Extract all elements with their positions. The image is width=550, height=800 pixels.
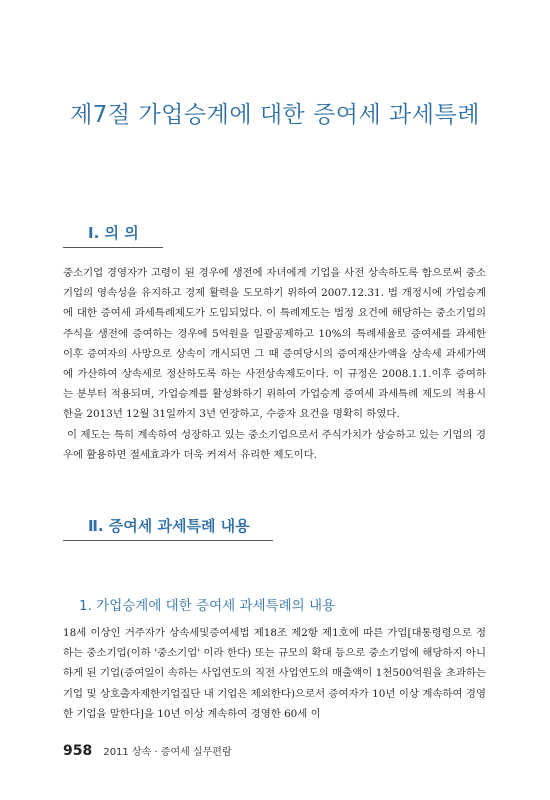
paragraph: 이 제도는 특히 계속하여 성장하고 있는 중소기업으로서 주식가치가 상승하고 있는 기업의 경우에 활용하면 절세효과가 더욱 커져서 유리한 제도이다. bbox=[63, 428, 486, 461]
subsection-heading-1: 1. 가업승계에 대한 증여세 과세특례의 내용 bbox=[79, 598, 336, 614]
page-number: 958 bbox=[63, 743, 93, 759]
section-underline-1 bbox=[63, 247, 163, 248]
subsection-1-body bbox=[63, 623, 486, 724]
section-heading-2: Ⅱ. 증여세 과세특례 내용 bbox=[88, 517, 250, 535]
section-underline-2 bbox=[63, 540, 273, 541]
paragraph: 18세 이상인 거주자가 상속세및증여세법 제18조 제2항 제1호에 따른 가업[대통령령으로 정하는 중소기업(이하 '중소기업' 이라 한다) 또는 규모의 확대 등으로 중소기업에 해당하지 아니하게 된 기업(증여일이 속하는 사업연도의 직전 사업연도의 매출액이 1천500억원을 초과하는 기업 및 상호출자제한기업집단 내 기업은 제외한다)으로서 증여자가 10년 이상 계속하여 경영한 기업을 말한다]을 10년 이상 계속하여 경영한 60세 이 bbox=[63, 627, 486, 720]
chapter-title: 제7절 가업승계에 대한 증여세 과세특례 bbox=[70, 102, 480, 128]
running-title: 2011 상속 · 증여세 실무편람 bbox=[103, 747, 232, 758]
page-footer bbox=[63, 740, 232, 759]
paragraph: 중소기업 경영자가 고령이 된 경우에 생전에 자녀에게 기업을 사전 상속하도록 함으로써 중소기업의 영속성을 유지하고 경제 활력을 도모하기 위하여 2007.12.31. 법 개정시에 가업승계에 대한 증여세 과세특례제도가 도입되었다. 이 특례제도는 법정 요건에 해당하는 중소기업의 주식을 생전에 증여하는 경우에 5억원을 일괄공제하고 10%의 특례세율로 증여세를 과세한 이후 증여자의 사망으로 상속이 개시되면 그 때 증여당시의 증여재산가액을 상속세 과세가액에 가산하여 상속세로 정산하도록 하는 사전상속제도이다. 이 규정은 2008.1.1.이후 증여하는 분부터 적용되며, 가업승계를 활성화하기 위하여 가업승계 증여세 과세특례 제도의 적용시한을 2013년 12월 31일까지 3년 연장하고, 수증자 요건을 명확히 하였다. bbox=[63, 267, 486, 421]
section-1-body bbox=[63, 263, 486, 465]
section-heading-1: Ⅰ. 의 의 bbox=[88, 224, 139, 242]
